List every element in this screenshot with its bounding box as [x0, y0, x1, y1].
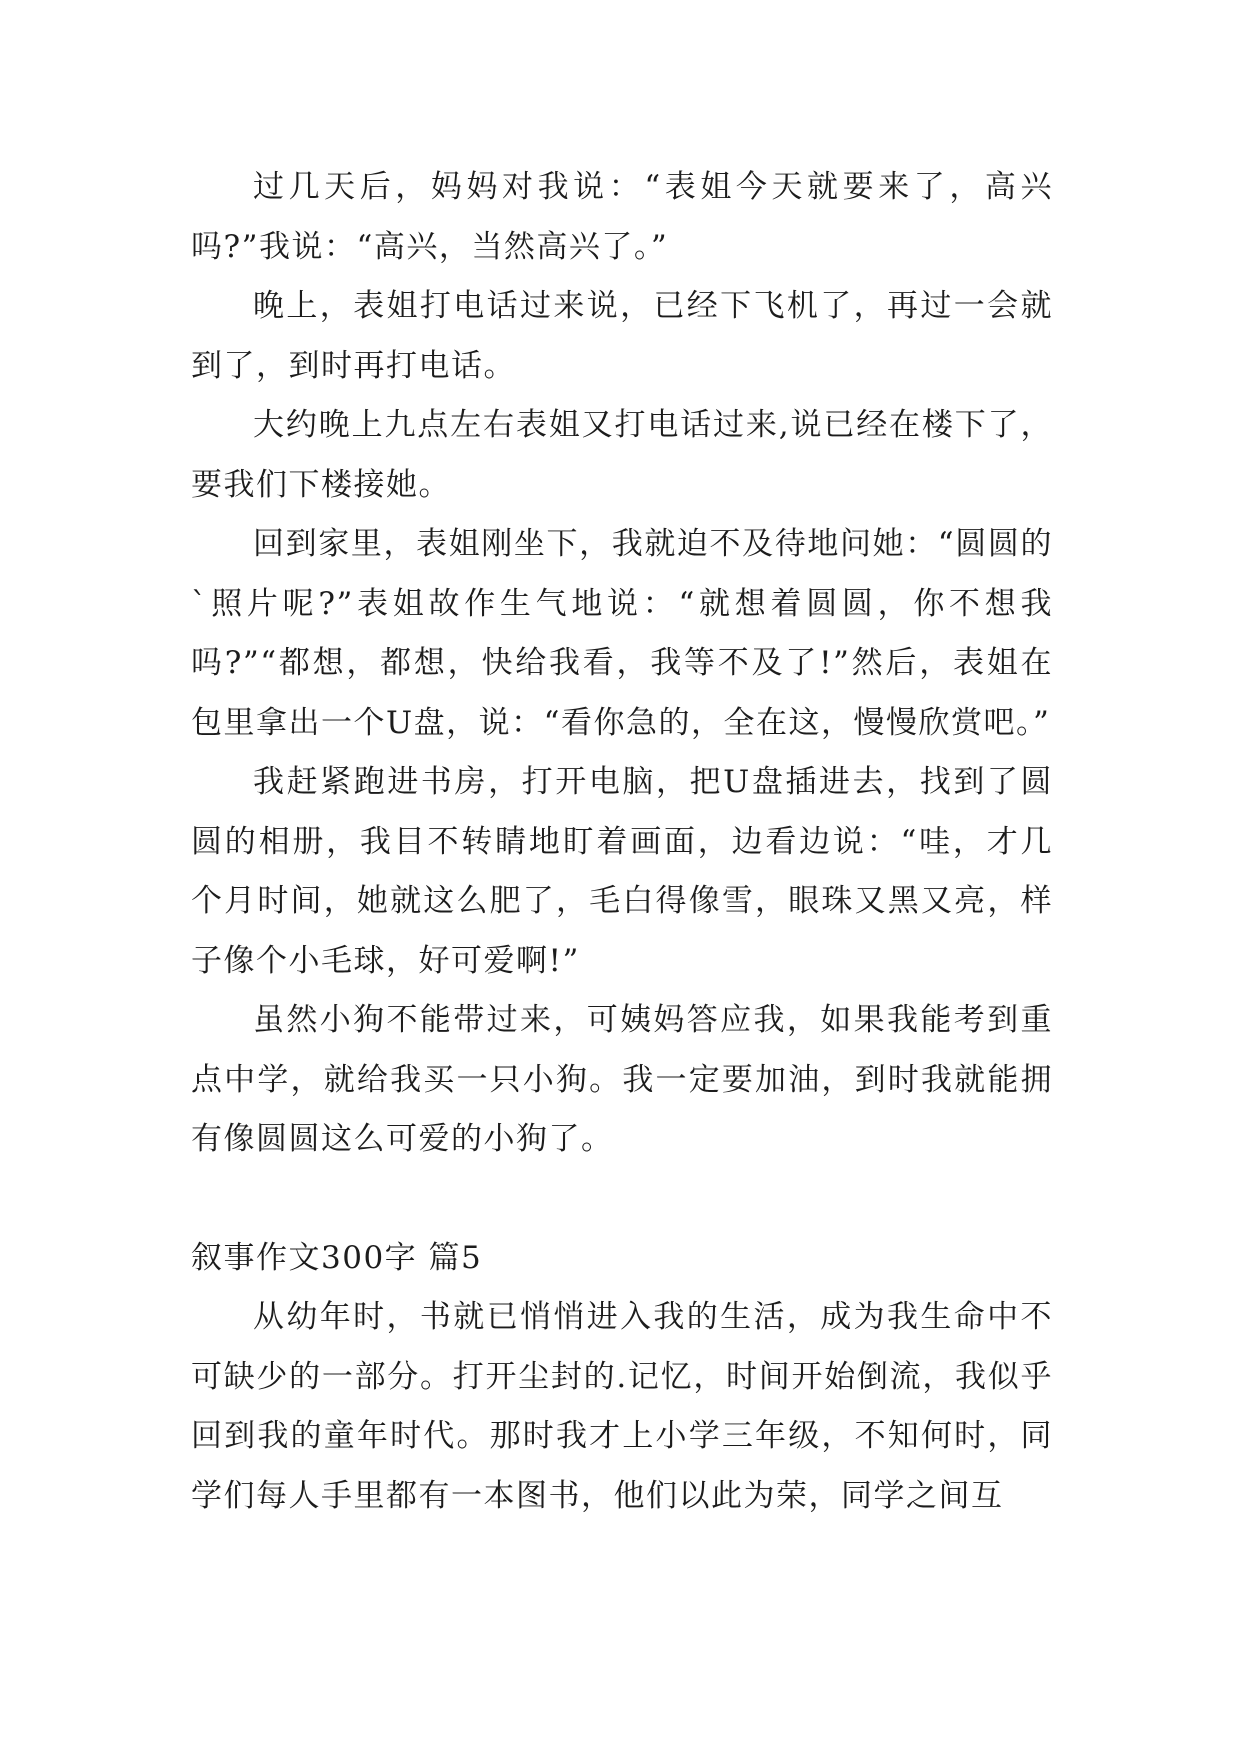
document-body [191, 158, 1053, 1526]
section-heading: 叙事作文300字 篇5 [191, 1239, 483, 1276]
paragraph-3: 大约晚上九点左右表姐又打电话过来,说已经在楼下了，要我们下楼接她。 [191, 407, 1053, 503]
paragraph-6: 虽然小狗不能带过来，可姨妈答应我，如果我能考到重点中学，就给我买一只小狗。我一定要加油，到时我就能拥有像圆圆这么可爱的小狗了。 [191, 1002, 1053, 1157]
paragraph-5: 我赶紧跑进书房，打开电脑，把U盘插进去，找到了圆圆的相册，我目不转睛地盯着画面，边看边说：“哇，才几个月时间，她就这么肥了，毛白得像雪，眼珠又黑又亮，样子像个小毛球，好可爱啊!” [191, 764, 1053, 979]
paragraph-4: 回到家里，表姐刚坐下，我就迫不及待地问她：“圆圆的`照片呢?”表姐故作生气地说：“就想着圆圆，你不想我吗?”“都想，都想，快给我看，我等不及了!”然后，表姐在包里拿出一个U盘，说：“看你急的，全在这，慢慢欣赏吧。” [191, 526, 1053, 741]
paragraph-1: 过几天后，妈妈对我说：“表姐今天就要来了，高兴吗?”我说：“高兴，当然高兴了。” [191, 169, 1053, 265]
paragraph-2: 晚上，表姐打电话过来说，已经下飞机了，再过一会就到了，到时再打电话。 [191, 288, 1053, 384]
paragraph-7: 从幼年时，书就已悄悄进入我的生活，成为我生命中不可缺少的一部分。打开尘封的.记忆，时间开始倒流，我似乎回到我的童年时代。那时我才上小学三年级，不知何时，同学们每人手里都有一本图书，他们以此为荣，同学之间互 [191, 1299, 1053, 1514]
